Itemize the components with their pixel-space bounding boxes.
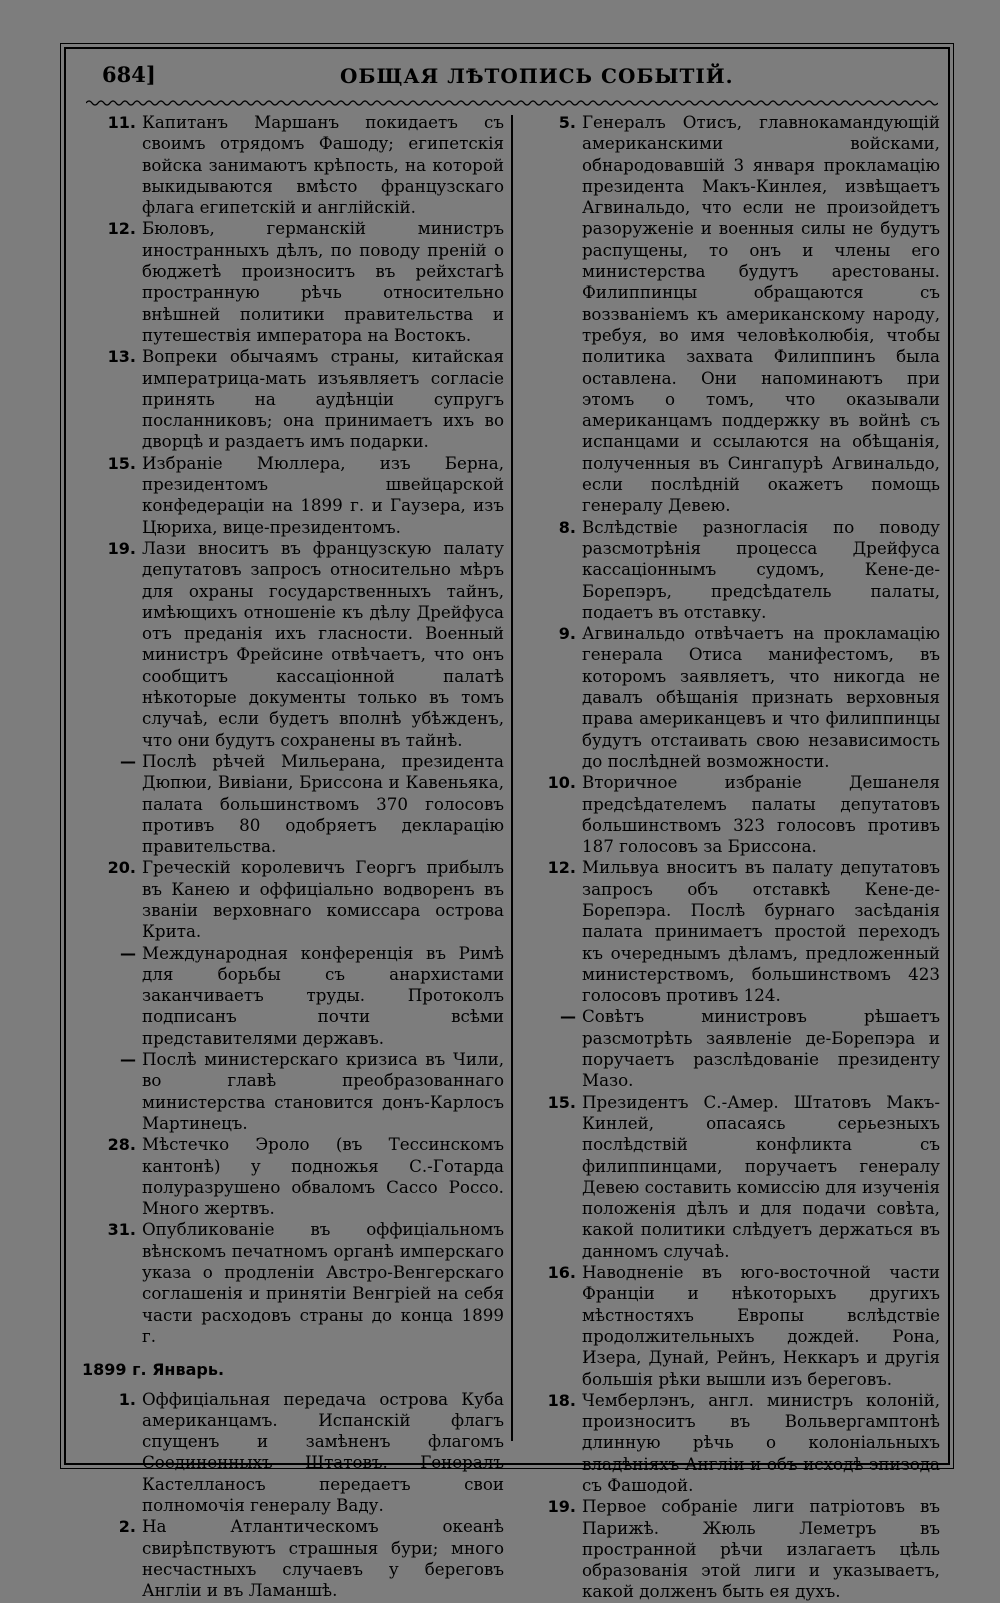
entry-date: 16. bbox=[547, 1263, 576, 1283]
entry-date: 19. bbox=[547, 1497, 576, 1517]
entry-date: 12. bbox=[547, 858, 576, 878]
entry-date: 11. bbox=[107, 113, 136, 132]
entry-text: Мильвуа вноситъ въ палату депутатовъ запросъ объ отставкѣ Кене-де-Борепэра. Послѣ бурнаго засѣданія палата принимаетъ простой переходъ къ очереднымъ дѣламъ, предложенный министерствомъ, большинствомъ 423 голосовъ противъ 124. bbox=[582, 857, 940, 1006]
right-column bbox=[540, 112, 940, 1603]
page-number: 684] bbox=[102, 62, 156, 87]
entry-date: 15. bbox=[547, 1092, 576, 1112]
entry-text: Опубликованіе въ оффиціальномъ вѣнскомъ печатномъ органѣ имперскаго указа о продленіи Австро-Венгерскаго соглашенія и принятіи Венгріей на себя части расходовъ страны до конца 1899 г. bbox=[142, 1219, 504, 1346]
chronicle-entry bbox=[540, 1092, 940, 1262]
entry-text: Мѣстечко Эроло (въ Тессинскомъ кантонѣ) у подножья С.-Готарда полуразрушено обваломъ Сассо Россо. Много жертвъ. bbox=[142, 1134, 504, 1219]
entry-date: 5. bbox=[558, 113, 576, 132]
chronicle-entry bbox=[100, 218, 504, 346]
chronicle-entry bbox=[100, 1219, 504, 1347]
entry-date: 18. bbox=[547, 1390, 576, 1410]
entry-text: Вопреки обычаямъ страны, китайская императрица-мать изъявляетъ согласіе принять на аудѣнціи супругъ посланниковъ; она принимаетъ ихъ во дворцѣ и раздаетъ имъ подарки. bbox=[142, 346, 504, 452]
running-title: ОБЩАЯ ЛѢТОПИСЬ СОБЫТІЙ. bbox=[340, 64, 734, 88]
chronicle-entry bbox=[100, 857, 504, 942]
entry-text: Греческій королевичъ Георгъ прибылъ въ Канею и оффиціально водворенъ въ званіи верховнаго комиссара острова Крита. bbox=[142, 857, 504, 942]
chronicle-entry bbox=[100, 1049, 504, 1134]
chronicle-entry bbox=[540, 517, 940, 623]
entry-date: 12. bbox=[107, 219, 136, 239]
chronicle-entry bbox=[100, 453, 504, 538]
entry-date: 10. bbox=[547, 773, 576, 793]
entry-text: Международная конференція въ Римѣ для борьбы съ анархистами заканчиваетъ труды. Протоколъ подписанъ почти всѣми представителями державъ. bbox=[142, 942, 504, 1048]
section-heading: 1899 г. Январь. bbox=[82, 1360, 225, 1380]
chronicle-entry bbox=[100, 1516, 504, 1601]
chronicle-entry bbox=[100, 943, 504, 1049]
entry-text: Первое собраніе лиги патріотовъ въ Парижѣ. Жюль Леметръ въ пространной рѣчи излагаетъ цѣль образованія этой лиги и указываетъ, какой долженъ быть ея духъ. bbox=[582, 1496, 940, 1602]
entry-date: 28. bbox=[107, 1135, 136, 1155]
entry-date: 19. bbox=[107, 538, 136, 558]
entry-text: Избраніе Мюллера, изъ Берна, президентомъ швейцарской конфедераціи на 1899 г. и Гаузера, изъ Цюриха, вице-президентомъ. bbox=[142, 452, 504, 537]
chronicle-entry bbox=[540, 112, 940, 517]
entry-date: — bbox=[120, 1050, 136, 1070]
entry-text: Вторичное избраніе Дешанеля предсѣдателемъ палаты депутатовъ большинствомъ 323 голосовъ противъ 187 голосовъ за Бриссона. bbox=[582, 772, 940, 857]
chronicle-entry bbox=[100, 346, 504, 452]
chronicle-entry bbox=[540, 1006, 940, 1091]
entry-text: Президентъ С.-Амер. Штатовъ Макъ-Кинлей, опасаясь серьезныхъ послѣдствій конфликта съ филиппинцами, поручаетъ генералу Девею составить комиссію для изученія положенія дѣлъ и для подачи совѣта, какой политики слѣдуетъ держаться въ данномъ случаѣ. bbox=[582, 1091, 940, 1261]
chronicle-entry bbox=[540, 772, 940, 857]
entry-text: Вслѣдствіе разногласія по поводу разсмотрѣнія процесса Дрейфуса кассаціоннымъ судомъ, Кене-де-Борепэръ, предсѣдатель палаты, подаетъ въ отставку. bbox=[582, 516, 940, 622]
entry-text: Оффиціальная передача острова Куба американцамъ. Испанскій флагъ спущенъ и замѣненъ флагомъ Соединенныхъ Штатовъ. Генералъ Кастелланосъ передаетъ свои полномочія генералу Ваду. bbox=[142, 1388, 504, 1515]
entry-text: Послѣ рѣчей Мильерана, президента Дюпюи, Вивіани, Бриссона и Кавеньяка, палата большинствомъ 370 голосовъ противъ 80 одобряетъ декларацію правительства. bbox=[142, 750, 504, 857]
entry-text: Бюловъ, германскій министръ иностранныхъ дѣлъ, по поводу преній о бюджетѣ произноситъ въ рейхстагѣ пространную рѣчь относительно внѣшней политики правительства и путешествія императора на Востокъ. bbox=[142, 218, 504, 345]
chronicle-entry bbox=[540, 1262, 940, 1390]
entry-date: 9. bbox=[558, 624, 576, 644]
chronicle-entry bbox=[100, 112, 504, 218]
chronicle-entry bbox=[100, 751, 504, 857]
entry-date: — bbox=[560, 1007, 576, 1027]
column-divider bbox=[511, 115, 513, 1441]
entry-text: Генералъ Отисъ, главнокамандующій американскими войсками, обнародовавшій 3 января прокламацію президента Макъ-Кинлея, извѣщаетъ Агвинальдо, что если не произойдетъ разоруженіе и военныя силы не будутъ распущены, то онъ и члены его министерства будутъ арестованы. Филиппинцы обращаются съ воззваніемъ къ американскому народу, требуя, во имя человѣколюбія, чтобы политика захвата Филиппинъ была оставлена. Они напоминаютъ при этомъ о томъ, что оказывали американцамъ поддержку въ войнѣ съ испанцами и ссылаются на обѣщанія, полученныя въ Сингапурѣ Агвинальдо, если послѣдній окажетъ помощь генералу Девею. bbox=[582, 112, 940, 516]
entry-text: Наводненіе въ юго-восточной части Франціи и нѣкоторыхъ другихъ мѣстностяхъ Европы вслѣдствіе продолжительныхъ дождей. Рона, Изера, Дунай, Рейнъ, Неккаръ и другія большія рѣки вышли изъ береговъ. bbox=[582, 1262, 940, 1389]
entry-date: 20. bbox=[107, 858, 136, 878]
header-wavy-rule bbox=[86, 98, 938, 108]
entry-text: Чемберлэнъ, англ. министръ колоній, произноситъ въ Вольвергамптонѣ длинную рѣчь о колоніальныхъ владѣніяхъ Англіи и объ исходѣ эпизода съ Фашодой. bbox=[582, 1389, 940, 1495]
chronicle-entry bbox=[540, 1390, 940, 1496]
entry-text: На Атлантическомъ океанѣ свирѣпствуютъ страшныя бури; много несчастныхъ случаевъ у береговъ Англіи и въ Ламаншѣ. bbox=[142, 1516, 504, 1601]
entry-date: 13. bbox=[107, 347, 136, 367]
chronicle-entry bbox=[540, 623, 940, 772]
entry-text: Капитанъ Маршанъ покидаетъ съ своимъ отрядомъ Фашоду; египетскія войска занимаютъ крѣпость, на которой выкидываются вмѣсто французскаго флага египетскій и англійскій. bbox=[142, 112, 504, 218]
chronicle-entry bbox=[100, 1134, 504, 1219]
entry-text: Агвинальдо отвѣчаетъ на прокламацію генерала Отиса манифестомъ, въ которомъ заявляетъ, что никогда не давалъ обѣщанія признать верховныя права американцевъ и что филиппинцы будутъ отстаивать свою независимость до послѣдней возможности. bbox=[582, 623, 940, 771]
chronicle-entry bbox=[540, 1496, 940, 1602]
entry-date: 1. bbox=[118, 1389, 136, 1409]
entry-text: Лази вноситъ въ французскую палату депутатовъ запросъ относительно мѣръ для охраны государственныхъ тайнъ, имѣющихъ отношеніе къ дѣлу Дрейфуса отъ преданія ихъ гласности. Военный министръ Фрейсине отвѣчаетъ, что онъ сообщитъ кассаціонной палатѣ нѣкоторые документы только въ томъ случаѣ, если будетъ вполнѣ убѣжденъ, что они будутъ сохранены въ тайнѣ. bbox=[142, 537, 504, 750]
entry-date: 15. bbox=[107, 453, 136, 473]
left-column bbox=[82, 112, 504, 1601]
chronicle-entry bbox=[100, 1389, 504, 1517]
entry-date: 8. bbox=[558, 517, 576, 537]
chronicle-entry bbox=[100, 538, 504, 751]
chronicle-entry bbox=[540, 857, 940, 1006]
entry-date: — bbox=[120, 751, 136, 771]
entry-date: — bbox=[120, 943, 136, 963]
entry-date: 31. bbox=[107, 1220, 136, 1240]
entry-date: 2. bbox=[118, 1517, 136, 1537]
entry-text: Совѣтъ министровъ рѣшаетъ разсмотрѣть заявленіе де-Борепэра и поручаетъ разслѣдованіе президенту Мазо. bbox=[582, 1006, 940, 1091]
entry-text: Послѣ министерскаго кризиса въ Чили, во главѣ преобразованнаго министерства становится донъ-Карлосъ Мартинецъ. bbox=[142, 1049, 504, 1133]
